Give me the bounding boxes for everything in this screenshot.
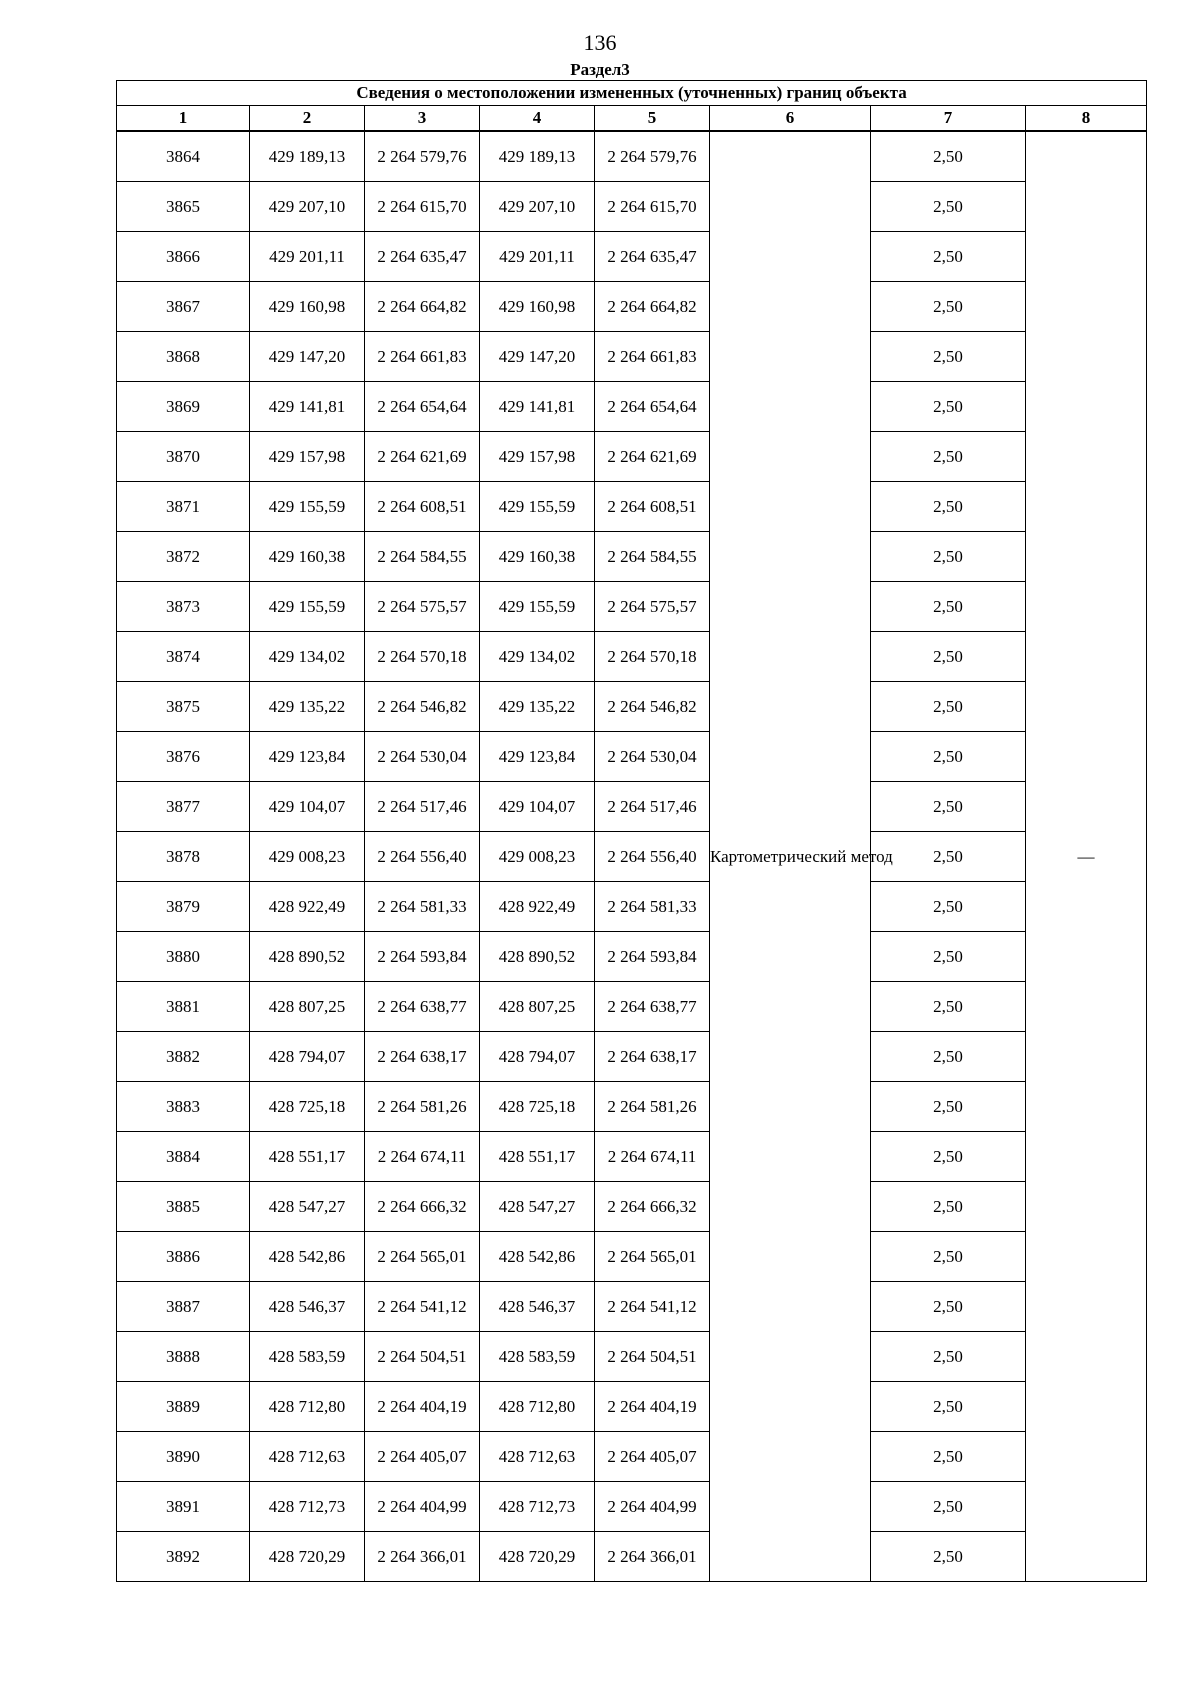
point-number: 3872 bbox=[117, 532, 250, 582]
x-coordinate: 429 141,81 bbox=[250, 382, 365, 432]
y-coordinate: 2 264 517,46 bbox=[365, 782, 480, 832]
x-coordinate-new: 429 160,98 bbox=[480, 282, 595, 332]
y-coordinate: 2 264 366,01 bbox=[365, 1532, 480, 1582]
table-row bbox=[117, 1182, 1147, 1232]
table-row bbox=[117, 632, 1147, 682]
y-coordinate-new: 2 264 654,64 bbox=[595, 382, 710, 432]
table-row bbox=[117, 582, 1147, 632]
x-coordinate-new: 428 922,49 bbox=[480, 882, 595, 932]
point-number: 3866 bbox=[117, 232, 250, 282]
column-number-2: 2 bbox=[250, 106, 365, 132]
x-coordinate-new: 429 157,98 bbox=[480, 432, 595, 482]
y-coordinate: 2 264 608,51 bbox=[365, 482, 480, 532]
y-coordinate-new: 2 264 404,19 bbox=[595, 1382, 710, 1432]
x-coordinate-new: 429 123,84 bbox=[480, 732, 595, 782]
y-coordinate: 2 264 638,17 bbox=[365, 1032, 480, 1082]
point-number: 3891 bbox=[117, 1482, 250, 1532]
point-number: 3864 bbox=[117, 131, 250, 182]
table-row bbox=[117, 882, 1147, 932]
column-number-4: 4 bbox=[480, 106, 595, 132]
y-coordinate-new: 2 264 530,04 bbox=[595, 732, 710, 782]
boundary-coordinates-table bbox=[116, 80, 1147, 1582]
accuracy-value: 2,50 bbox=[871, 782, 1026, 832]
accuracy-value: 2,50 bbox=[871, 582, 1026, 632]
point-number: 3874 bbox=[117, 632, 250, 682]
table-row bbox=[117, 1432, 1147, 1482]
accuracy-value: 2,50 bbox=[871, 332, 1026, 382]
y-coordinate: 2 264 621,69 bbox=[365, 432, 480, 482]
table-row bbox=[117, 1282, 1147, 1332]
y-coordinate-new: 2 264 661,83 bbox=[595, 332, 710, 382]
column-number-7: 7 bbox=[871, 106, 1026, 132]
y-coordinate: 2 264 541,12 bbox=[365, 1282, 480, 1332]
accuracy-value: 2,50 bbox=[871, 482, 1026, 532]
y-coordinate-new: 2 264 546,82 bbox=[595, 682, 710, 732]
y-coordinate: 2 264 546,82 bbox=[365, 682, 480, 732]
y-coordinate-new: 2 264 541,12 bbox=[595, 1282, 710, 1332]
accuracy-value: 2,50 bbox=[871, 682, 1026, 732]
x-coordinate: 429 160,98 bbox=[250, 282, 365, 332]
point-number: 3886 bbox=[117, 1232, 250, 1282]
x-coordinate: 428 807,25 bbox=[250, 982, 365, 1032]
y-coordinate-new: 2 264 638,17 bbox=[595, 1032, 710, 1082]
x-coordinate: 428 890,52 bbox=[250, 932, 365, 982]
y-coordinate: 2 264 674,11 bbox=[365, 1132, 480, 1182]
x-coordinate-new: 428 551,17 bbox=[480, 1132, 595, 1182]
column-8-value: — bbox=[1026, 131, 1147, 1582]
x-coordinate: 429 147,20 bbox=[250, 332, 365, 382]
point-number: 3884 bbox=[117, 1132, 250, 1182]
y-coordinate: 2 264 635,47 bbox=[365, 232, 480, 282]
x-coordinate: 428 725,18 bbox=[250, 1082, 365, 1132]
table-row bbox=[117, 1532, 1147, 1582]
y-coordinate: 2 264 654,64 bbox=[365, 382, 480, 432]
x-coordinate: 428 794,07 bbox=[250, 1032, 365, 1082]
y-coordinate: 2 264 615,70 bbox=[365, 182, 480, 232]
x-coordinate: 428 712,80 bbox=[250, 1382, 365, 1432]
y-coordinate: 2 264 530,04 bbox=[365, 732, 480, 782]
accuracy-value: 2,50 bbox=[871, 382, 1026, 432]
y-coordinate: 2 264 664,82 bbox=[365, 282, 480, 332]
point-number: 3868 bbox=[117, 332, 250, 382]
accuracy-value: 2,50 bbox=[871, 1032, 1026, 1082]
x-coordinate-new: 428 794,07 bbox=[480, 1032, 595, 1082]
x-coordinate-new: 429 134,02 bbox=[480, 632, 595, 682]
x-coordinate: 428 720,29 bbox=[250, 1532, 365, 1582]
column-number-5: 5 bbox=[595, 106, 710, 132]
accuracy-value: 2,50 bbox=[871, 1282, 1026, 1332]
x-coordinate-new: 429 104,07 bbox=[480, 782, 595, 832]
accuracy-value: 2,50 bbox=[871, 882, 1026, 932]
x-coordinate-new: 428 712,63 bbox=[480, 1432, 595, 1482]
x-coordinate: 428 542,86 bbox=[250, 1232, 365, 1282]
accuracy-value: 2,50 bbox=[871, 1082, 1026, 1132]
point-number: 3885 bbox=[117, 1182, 250, 1232]
x-coordinate-new: 429 147,20 bbox=[480, 332, 595, 382]
y-coordinate-new: 2 264 579,76 bbox=[595, 131, 710, 182]
accuracy-value: 2,50 bbox=[871, 1332, 1026, 1382]
column-number-3: 3 bbox=[365, 106, 480, 132]
y-coordinate: 2 264 565,01 bbox=[365, 1232, 480, 1282]
y-coordinate: 2 264 581,33 bbox=[365, 882, 480, 932]
point-number: 3871 bbox=[117, 482, 250, 532]
point-number: 3873 bbox=[117, 582, 250, 632]
x-coordinate-new: 428 725,18 bbox=[480, 1082, 595, 1132]
accuracy-value: 2,50 bbox=[871, 532, 1026, 582]
table-row bbox=[117, 532, 1147, 582]
table-caption: Сведения о местоположении измененных (уточненных) границ объекта bbox=[117, 81, 1147, 106]
accuracy-value: 2,50 bbox=[871, 1382, 1026, 1432]
point-number: 3875 bbox=[117, 682, 250, 732]
x-coordinate-new: 429 155,59 bbox=[480, 582, 595, 632]
table-row bbox=[117, 982, 1147, 1032]
table-row bbox=[117, 1382, 1147, 1432]
accuracy-value: 2,50 bbox=[871, 732, 1026, 782]
point-number: 3870 bbox=[117, 432, 250, 482]
table-row bbox=[117, 182, 1147, 232]
accuracy-value: 2,50 bbox=[871, 1432, 1026, 1482]
accuracy-value: 2,50 bbox=[871, 1532, 1026, 1582]
table-row bbox=[117, 1332, 1147, 1382]
x-coordinate: 428 712,63 bbox=[250, 1432, 365, 1482]
accuracy-value: 2,50 bbox=[871, 632, 1026, 682]
x-coordinate-new: 428 890,52 bbox=[480, 932, 595, 982]
table-row bbox=[117, 232, 1147, 282]
point-number: 3865 bbox=[117, 182, 250, 232]
point-number: 3888 bbox=[117, 1332, 250, 1382]
table-row bbox=[117, 732, 1147, 782]
accuracy-value: 2,50 bbox=[871, 182, 1026, 232]
point-number: 3890 bbox=[117, 1432, 250, 1482]
table-row bbox=[117, 932, 1147, 982]
table-row bbox=[117, 682, 1147, 732]
accuracy-value: 2,50 bbox=[871, 282, 1026, 332]
accuracy-value: 2,50 bbox=[871, 1182, 1026, 1232]
column-number-6: 6 bbox=[710, 106, 871, 132]
x-coordinate-new: 429 008,23 bbox=[480, 832, 595, 882]
table-row bbox=[117, 382, 1147, 432]
accuracy-value: 2,50 bbox=[871, 832, 1026, 882]
column-number-row bbox=[117, 106, 1147, 132]
x-coordinate: 429 157,98 bbox=[250, 432, 365, 482]
table-row bbox=[117, 432, 1147, 482]
x-coordinate-new: 429 160,38 bbox=[480, 532, 595, 582]
x-coordinate-new: 428 583,59 bbox=[480, 1332, 595, 1382]
point-number: 3892 bbox=[117, 1532, 250, 1582]
page-number: 136 bbox=[583, 30, 617, 55]
table-row bbox=[117, 131, 1147, 182]
x-coordinate: 429 008,23 bbox=[250, 832, 365, 882]
y-coordinate-new: 2 264 581,33 bbox=[595, 882, 710, 932]
x-coordinate: 428 583,59 bbox=[250, 1332, 365, 1382]
y-coordinate-new: 2 264 615,70 bbox=[595, 182, 710, 232]
y-coordinate-new: 2 264 504,51 bbox=[595, 1332, 710, 1382]
accuracy-value: 2,50 bbox=[871, 1232, 1026, 1282]
column-number-8: 8 bbox=[1026, 106, 1147, 132]
x-coordinate-new: 428 712,80 bbox=[480, 1382, 595, 1432]
table-row bbox=[117, 1082, 1147, 1132]
x-coordinate-new: 428 546,37 bbox=[480, 1282, 595, 1332]
column-number-1: 1 bbox=[117, 106, 250, 132]
x-coordinate-new: 428 712,73 bbox=[480, 1482, 595, 1532]
point-number: 3867 bbox=[117, 282, 250, 332]
x-coordinate: 429 155,59 bbox=[250, 582, 365, 632]
y-coordinate-new: 2 264 621,69 bbox=[595, 432, 710, 482]
y-coordinate: 2 264 405,07 bbox=[365, 1432, 480, 1482]
accuracy-value: 2,50 bbox=[871, 932, 1026, 982]
y-coordinate-new: 2 264 575,57 bbox=[595, 582, 710, 632]
x-coordinate-new: 429 155,59 bbox=[480, 482, 595, 532]
x-coordinate: 429 207,10 bbox=[250, 182, 365, 232]
y-coordinate-new: 2 264 404,99 bbox=[595, 1482, 710, 1532]
point-number: 3882 bbox=[117, 1032, 250, 1082]
y-coordinate: 2 264 661,83 bbox=[365, 332, 480, 382]
y-coordinate-new: 2 264 405,07 bbox=[595, 1432, 710, 1482]
y-coordinate: 2 264 404,19 bbox=[365, 1382, 480, 1432]
x-coordinate: 429 189,13 bbox=[250, 131, 365, 182]
accuracy-value: 2,50 bbox=[871, 1132, 1026, 1182]
y-coordinate-new: 2 264 664,82 bbox=[595, 282, 710, 332]
point-number: 3881 bbox=[117, 982, 250, 1032]
accuracy-value: 2,50 bbox=[871, 982, 1026, 1032]
y-coordinate-new: 2 264 581,26 bbox=[595, 1082, 710, 1132]
x-coordinate-new: 429 201,11 bbox=[480, 232, 595, 282]
x-coordinate-new: 428 547,27 bbox=[480, 1182, 595, 1232]
table-row bbox=[117, 1032, 1147, 1082]
y-coordinate: 2 264 584,55 bbox=[365, 532, 480, 582]
point-number: 3887 bbox=[117, 1282, 250, 1332]
x-coordinate: 429 104,07 bbox=[250, 782, 365, 832]
y-coordinate-new: 2 264 570,18 bbox=[595, 632, 710, 682]
x-coordinate: 428 551,17 bbox=[250, 1132, 365, 1182]
y-coordinate: 2 264 579,76 bbox=[365, 131, 480, 182]
x-coordinate-new: 429 189,13 bbox=[480, 131, 595, 182]
y-coordinate-new: 2 264 608,51 bbox=[595, 482, 710, 532]
accuracy-value: 2,50 bbox=[871, 232, 1026, 282]
x-coordinate: 428 922,49 bbox=[250, 882, 365, 932]
table-row bbox=[117, 1482, 1147, 1532]
x-coordinate: 429 135,22 bbox=[250, 682, 365, 732]
y-coordinate-new: 2 264 366,01 bbox=[595, 1532, 710, 1582]
y-coordinate: 2 264 575,57 bbox=[365, 582, 480, 632]
table-row bbox=[117, 782, 1147, 832]
table-row bbox=[117, 282, 1147, 332]
x-coordinate-new: 428 807,25 bbox=[480, 982, 595, 1032]
table-row bbox=[117, 832, 1147, 882]
y-coordinate-new: 2 264 638,77 bbox=[595, 982, 710, 1032]
y-coordinate-new: 2 264 593,84 bbox=[595, 932, 710, 982]
x-coordinate-new: 429 135,22 bbox=[480, 682, 595, 732]
y-coordinate: 2 264 404,99 bbox=[365, 1482, 480, 1532]
table-body bbox=[117, 131, 1147, 1582]
x-coordinate: 428 546,37 bbox=[250, 1282, 365, 1332]
y-coordinate: 2 264 570,18 bbox=[365, 632, 480, 682]
y-coordinate-new: 2 264 517,46 bbox=[595, 782, 710, 832]
y-coordinate: 2 264 593,84 bbox=[365, 932, 480, 982]
y-coordinate: 2 264 504,51 bbox=[365, 1332, 480, 1382]
y-coordinate-new: 2 264 674,11 bbox=[595, 1132, 710, 1182]
y-coordinate-new: 2 264 584,55 bbox=[595, 532, 710, 582]
method-cell: Картометрический метод bbox=[710, 131, 871, 1582]
y-coordinate: 2 264 638,77 bbox=[365, 982, 480, 1032]
point-number: 3880 bbox=[117, 932, 250, 982]
y-coordinate: 2 264 556,40 bbox=[365, 832, 480, 882]
table-row bbox=[117, 482, 1147, 532]
y-coordinate: 2 264 581,26 bbox=[365, 1082, 480, 1132]
x-coordinate: 429 155,59 bbox=[250, 482, 365, 532]
table-row bbox=[117, 332, 1147, 382]
x-coordinate-new: 428 542,86 bbox=[480, 1232, 595, 1282]
point-number: 3877 bbox=[117, 782, 250, 832]
point-number: 3883 bbox=[117, 1082, 250, 1132]
point-number: 3879 bbox=[117, 882, 250, 932]
table-row bbox=[117, 1232, 1147, 1282]
x-coordinate: 428 547,27 bbox=[250, 1182, 365, 1232]
y-coordinate: 2 264 666,32 bbox=[365, 1182, 480, 1232]
point-number: 3876 bbox=[117, 732, 250, 782]
point-number: 3889 bbox=[117, 1382, 250, 1432]
x-coordinate-new: 429 207,10 bbox=[480, 182, 595, 232]
x-coordinate: 429 134,02 bbox=[250, 632, 365, 682]
table-row bbox=[117, 1132, 1147, 1182]
x-coordinate: 429 123,84 bbox=[250, 732, 365, 782]
accuracy-value: 2,50 bbox=[871, 432, 1026, 482]
y-coordinate-new: 2 264 565,01 bbox=[595, 1232, 710, 1282]
point-number: 3869 bbox=[117, 382, 250, 432]
x-coordinate: 429 160,38 bbox=[250, 532, 365, 582]
accuracy-value: 2,50 bbox=[871, 131, 1026, 182]
x-coordinate-new: 429 141,81 bbox=[480, 382, 595, 432]
accuracy-value: 2,50 bbox=[871, 1482, 1026, 1532]
x-coordinate-new: 428 720,29 bbox=[480, 1532, 595, 1582]
y-coordinate-new: 2 264 666,32 bbox=[595, 1182, 710, 1232]
section-title: Раздел3 bbox=[570, 60, 630, 79]
x-coordinate: 429 201,11 bbox=[250, 232, 365, 282]
y-coordinate-new: 2 264 635,47 bbox=[595, 232, 710, 282]
point-number: 3878 bbox=[117, 832, 250, 882]
y-coordinate-new: 2 264 556,40 bbox=[595, 832, 710, 882]
x-coordinate: 428 712,73 bbox=[250, 1482, 365, 1532]
